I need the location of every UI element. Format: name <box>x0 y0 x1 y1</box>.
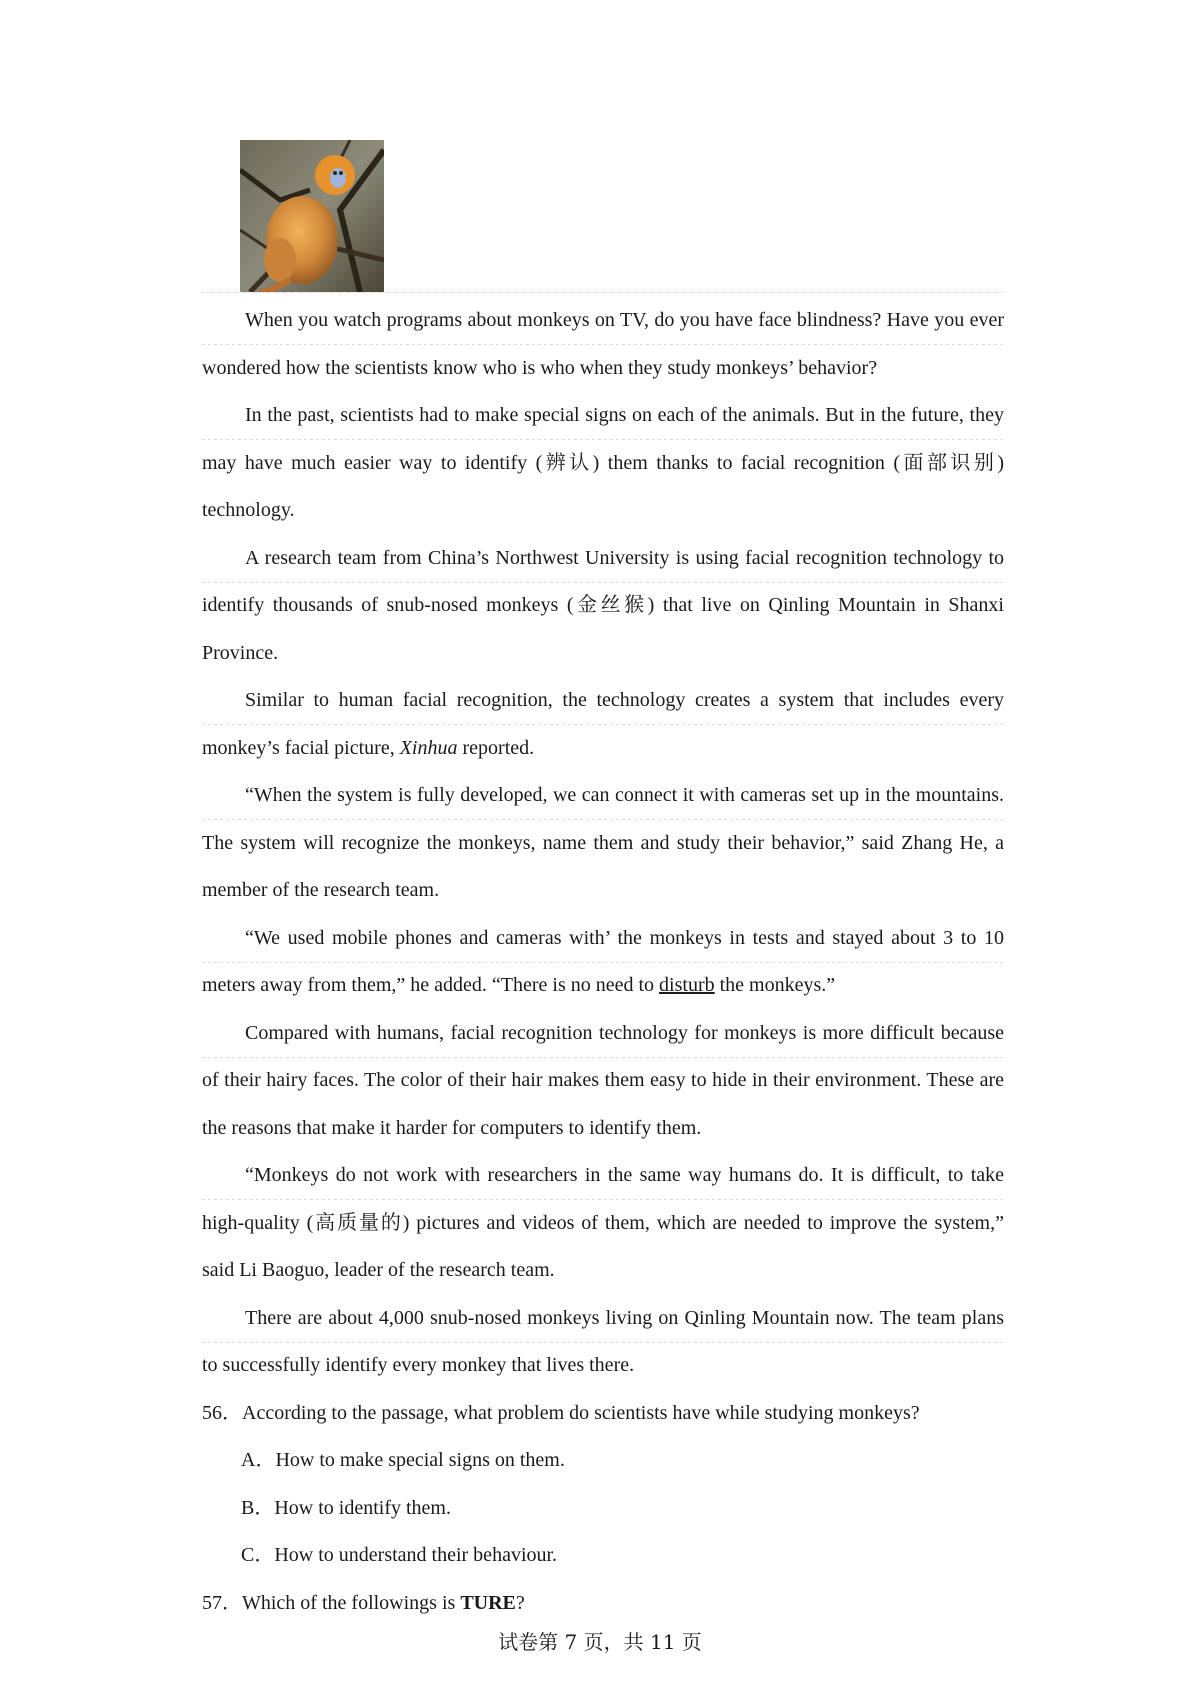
page-footer: 试卷第 7 页，共 11 页 <box>498 1630 702 1654</box>
news-source: Xinhua <box>399 736 458 759</box>
paragraph-2: In the past, scientists had to make special signs on each of the animals. But in the future, they may have much easier way to identify (辨认) them thanks to facial recognition (面部识别) technology. <box>202 392 1004 535</box>
paragraph-6-text: “We used mobile phones and cameras with’ the monkeys in tests and stayed about 3 to 10 meters away from them,” he added. “There is no need to <box>202 926 1004 996</box>
paragraph-1: When you watch programs about monkeys on TV, do you have face blindness? Have you ever wondered how the scientists know who is who when they study monkeys’ behavior? <box>202 297 1004 392</box>
question-57 <box>202 1580 1004 1628</box>
paragraph-6-end: the monkeys.” <box>714 974 836 996</box>
separator <box>202 292 1004 293</box>
paragraph-6 <box>202 915 1004 1010</box>
paragraph-8: “Monkeys do not work with researchers in the same way humans do. It is difficult, to take high-quality (高质量的) pictures and videos of them, which are needed to improve the system,” said Li Baoguo, leader of the research team. <box>202 1152 1004 1295</box>
question-number: 57． <box>202 1591 242 1614</box>
question-text: Which of the followings is <box>242 1591 461 1614</box>
paragraph-4 <box>202 677 1004 772</box>
question-text: According to the passage, what problem do scientists have while studying monkeys? <box>242 1401 920 1424</box>
option-a[interactable]: A．How to make special signs on them. <box>241 1449 565 1471</box>
question-number: 56． <box>202 1401 242 1424</box>
paragraph-4-text: Similar to human facial recognition, the technology creates a system that includes every monkey’s facial picture, <box>202 689 1004 759</box>
question-mark: ? <box>515 1591 525 1614</box>
option-c[interactable]: C．How to understand their behaviour. <box>241 1544 558 1566</box>
paragraph-5: “When the system is fully developed, we can connect it with cameras set up in the mountains. The system will recognize the monkeys, name them and study their behavior,” said Zhang He, a member of the research team. <box>202 772 1004 915</box>
paragraph-9: There are about 4,000 snub-nosed monkeys living on Qinling Mountain now. The team plans to successfully identify every monkey that lives there. <box>202 1295 1004 1390</box>
snub-nosed-monkey-photo <box>240 140 384 292</box>
reading-passage <box>202 297 1004 1627</box>
paragraph-4-end: reported. <box>457 736 535 759</box>
question-56 <box>202 1390 1004 1438</box>
paragraph-3: A research team from China’s Northwest University is using facial recognition technology to identify thousands of snub-nosed monkeys (金丝猴) that live on Qinling Mountain in Shanxi Province. <box>202 535 1004 678</box>
option-b[interactable]: B．How to identify them. <box>241 1496 451 1519</box>
monkey-image <box>240 140 384 292</box>
emphasized-word: TURE <box>460 1591 516 1614</box>
paragraph-7: Compared with humans, facial recognition technology for monkeys is more difficult because of their hairy faces. The color of their hair makes them easy to hide in their environment. These are the reasons that make it harder for computers to identify them. <box>202 1010 1004 1153</box>
underlined-word: disturb <box>659 974 715 996</box>
